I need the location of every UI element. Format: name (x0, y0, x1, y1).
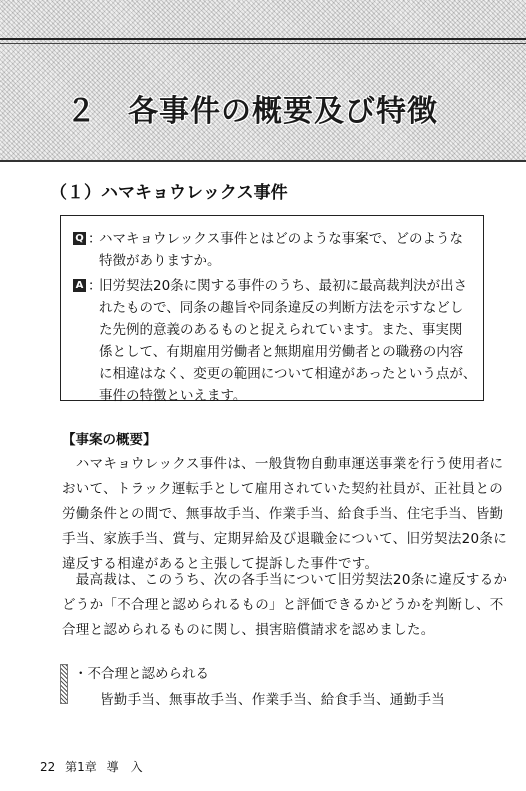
answer-line: 旧労契法20条に関する事件のうち、最初に最高裁判決が出さ (99, 278, 468, 294)
banner-top-rule (0, 38, 526, 40)
banner-thin-rule (0, 43, 526, 44)
question-line: 特徴がありますか。 (99, 253, 221, 269)
qa-box (60, 215, 484, 404)
banner-bottom-rule (0, 160, 526, 162)
question-text (99, 228, 479, 272)
paragraph-line: 労働条件との間で、無事故手当、作業手当、給食手当、住宅手当、皆勤 (62, 506, 504, 522)
footer-chapter-name: 導 入 (106, 760, 143, 774)
paragraph-line: 違反する相違があると主張して提訴した事件です。 (62, 556, 379, 572)
paragraph-line: どうか「不合理と認められるもの」と評価できるかどうかを判断し、不 (62, 597, 504, 613)
list-marker-icon (60, 664, 68, 704)
answer-line: に相違はなく、変更の範囲について相違があったという点が、 (99, 366, 477, 382)
page-footer (40, 758, 149, 775)
paragraph-line: ハマキョウレックス事件は、一般貨物自動車運送事業を行う使用者に (62, 456, 504, 472)
case-summary-heading: 【事案の概要】 (62, 432, 157, 448)
answer-line: 係として、有期雇用労働者と無期雇用労働者との職務の内容 (99, 344, 464, 360)
case-summary-paragraph (62, 452, 508, 577)
page-number: 22 (40, 760, 56, 774)
question-colon: ： (88, 231, 102, 247)
footer-chapter: 第1章 (65, 760, 97, 774)
chapter-title: ２ 各事件の概要及び特徴 (66, 94, 438, 129)
section-heading: （１）ハマキョウレックス事件 (50, 183, 288, 203)
question-line: ハマキョウレックス事件とはどのような事案で、どのような (99, 231, 463, 247)
paragraph-line: おいて、トラック運転手として雇用されていた契約社員が、正社員との (62, 481, 504, 497)
answer-text (99, 275, 479, 407)
answer-colon: ： (88, 278, 102, 294)
answer-line: れたもので、同条の趣旨や同条違反の判断方法を示すなどし (99, 300, 464, 316)
paragraph-line: 合理と認められるものに関し、損害賠償請求を認めました。 (62, 622, 435, 638)
answer-line: た先例的意義のあるものと捉えられています。また、事実関 (99, 322, 463, 338)
list-items: 皆勤手当、無事故手当、作業手当、給食手当、通勤手当 (100, 692, 445, 708)
supreme-court-paragraph (62, 568, 508, 643)
paragraph-line: 最高裁は、このうち、次の各手当について旧労契法20条に違反するか (62, 572, 508, 588)
paragraph-line: 手当、家族手当、賞与、定期昇給及び退職金について、旧労契法20条に (62, 531, 508, 547)
list-title: ・不合理と認められる (74, 666, 209, 682)
answer-badge-icon: A (73, 279, 86, 292)
answer-line: 事件の特徴といえます。 (99, 388, 247, 404)
chapter-banner (0, 0, 526, 162)
question-badge-icon: Q (73, 232, 86, 245)
